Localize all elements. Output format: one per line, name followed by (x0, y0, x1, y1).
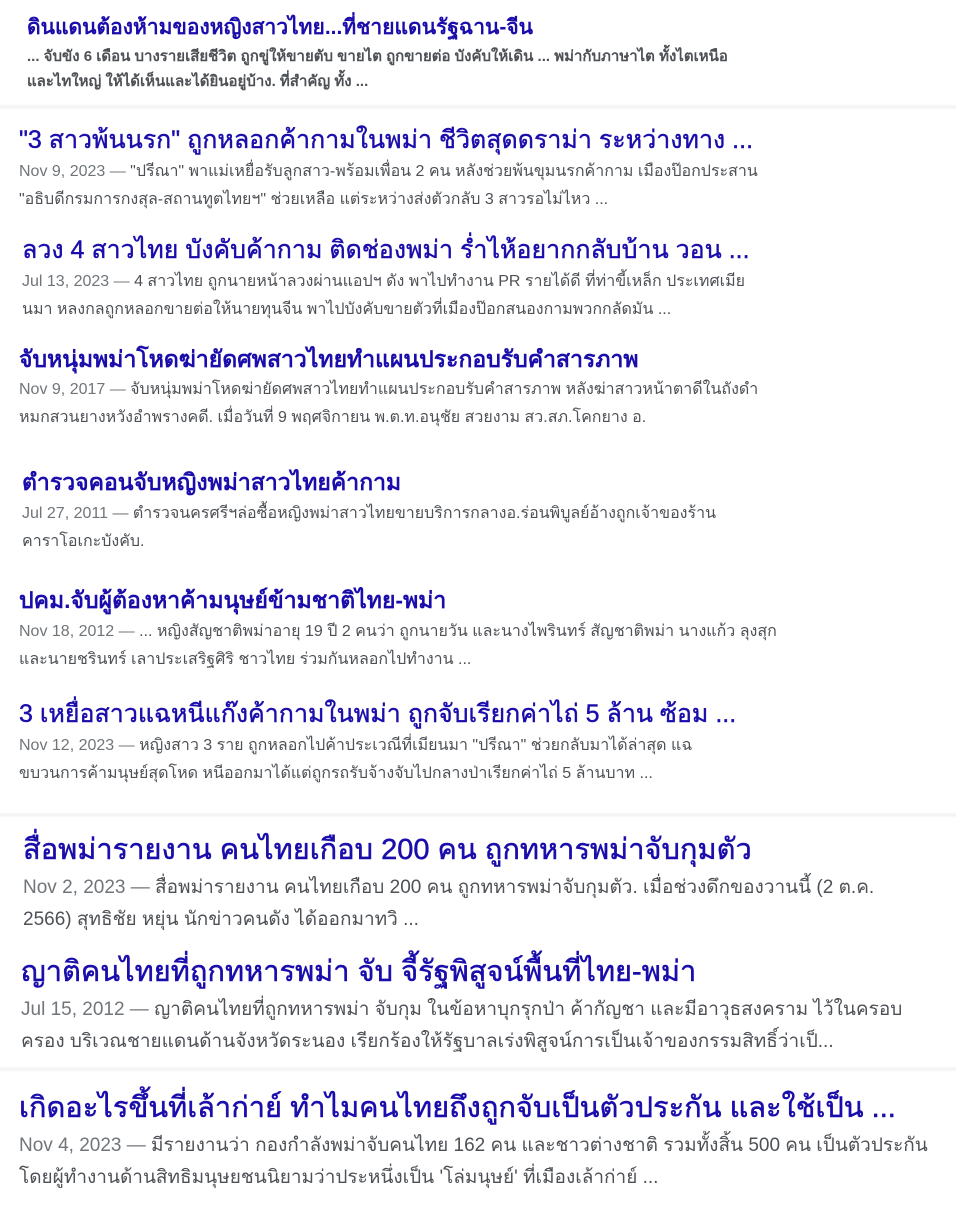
result-snippet-text: ตำรวจนครศรีฯล่อซื้อหญิงพม่าสาวไทยขายบริการกลางอ.ร่อนพิบูลย์อ้างถูกเจ้าของร้านคาราโอเกะบังคับ. (22, 505, 717, 550)
result-title-link[interactable]: เกิดอะไรขึ้นที่เล้าก่าย์ ทำไมคนไทยถึงถูกจับเป็นตัวประกัน และใช้เป็น ... (19, 1092, 896, 1124)
date-separator: — (124, 999, 155, 1020)
search-result (23, 828, 923, 936)
result-title-link[interactable]: ญาติคนไทยที่ถูกทหารพม่า จับ จี้รัฐพิสูจน์พื้นที่ไทย-พม่า (21, 956, 697, 988)
result-snippet (19, 376, 759, 432)
result-snippet (19, 618, 779, 674)
search-result (21, 950, 939, 1058)
date-separator: — (121, 1135, 152, 1156)
search-result (19, 582, 779, 674)
result-snippet-text: จับหนุ่มพม่าโหดฆ่ายัดศพสาวไทยทำแผนประกอบรับคำสารภาพ หลังฆ่าสาวหน้าตาดีในถังดำหมกสวนยางหวังอำพรางคดี. เมื่อวันที่ 9 พฤศจิกายน พ.ต.ท.อนุชัย สวยงาม สว.สภ.โคกยาง อ. (19, 381, 759, 426)
result-date: Jul 13, 2023 (22, 273, 110, 290)
result-title-link[interactable]: จับหนุ่มพม่าโหดฆ่ายัดศพสาวไทยทำแผนประกอบรับคำสารภาพ (19, 346, 639, 372)
result-snippet (21, 994, 939, 1058)
result-snippet-text: มีรายงานว่า กองกำลังพม่าจับคนไทย 162 คน และชาวต่างชาติ รวมทั้งสิ้น 500 คน เป็นตัวประกัน โดยผู้ทำงานด้านสิทธิมนุษยชนนิยามว่าประหนึ่งเป็น 'โล่มนุษย์' ที่เมืองเล้าก่าย์ ... (19, 1135, 928, 1188)
result-snippet (19, 158, 759, 214)
result-date: Nov 9, 2017 (19, 381, 106, 398)
search-result (22, 232, 762, 324)
result-date: Nov 9, 2023 (19, 163, 106, 180)
search-result (19, 1086, 937, 1194)
search-result (19, 696, 759, 788)
result-snippet (19, 732, 759, 788)
date-separator: — (125, 877, 156, 898)
result-snippet (27, 44, 747, 94)
result-title-link[interactable]: ลวง 4 สาวไทย บังคับค้ากาม ติดช่องพม่า ร่ำไห้อยากกลับบ้าน วอน ... (22, 236, 750, 264)
result-snippet-text: ญาติคนไทยที่ถูกทหารพม่า จับกุม ในข้อหาบุกรุกป่า ค้ากัญชา และมีอาวุธสงคราม ไว้ในครอบครอง บริเวณชายแดนด้านจังหวัดระนอง เรียกร้องให้รัฐบาลเร่งพิสูจน์การเป็นเจ้าของกรรมสิทธิ์ว่าเป็... (21, 999, 903, 1052)
section-divider (0, 812, 956, 818)
result-snippet-text: 4 สาวไทย ถูกนายหน้าลวงผ่านแอปฯ ดัง พาไปทำงาน PR รายได้ดี ที่ท่าขี้เหล็ก ประเทศเมียนมา หลงกลถูกหลอกขายต่อให้นายทุนจีน พาไปบังคับขายตัวที่เมืองป๊อกสนองกามพวกกลัดมัน ... (22, 273, 745, 318)
result-title-link[interactable]: "3 สาวพ้นนรก" ถูกหลอกค้ากามในพม่า ชีวิตสุดดราม่า ระหว่างทาง ... (19, 126, 754, 154)
search-result (19, 122, 759, 214)
result-title-link[interactable]: สื่อพม่ารายงาน คนไทยเกือบ 200 คน ถูกทหารพม่าจับกุมตัว (23, 834, 752, 866)
date-separator: — (114, 737, 140, 754)
date-separator: — (114, 623, 140, 640)
result-title-link[interactable]: ตำรวจคอนจับหญิงพม่าสาวไทยค้ากาม (22, 469, 402, 495)
result-snippet-text: ... หญิงสัญชาติพม่าอายุ 19 ปี 2 คนว่า ถูกนายวัน และนางไพรินทร์ สัญชาติพม่า นางแก้ว ลุงสุกและนายชรินทร์ เลาประเสริฐศิริ ชาวไทย ร่วมกันหลอกไปทำงาน ... (19, 623, 777, 668)
result-snippet-text: หญิงสาว 3 ราย ถูกหลอกไปค้าประเวณีที่เมียนมา "ปรีณา" ช่วยกลับมาได้ล่าสุด แฉขบวนการค้ามนุษย์สุดโหด หนีออกมาได้แต่ถูกรถรับจ้างจับไปกลางป่าเรียกค่าไถ่ 5 ล้านบาท ... (19, 737, 693, 782)
result-snippet-text: ... จับขัง 6 เดือน บางรายเสียชีวิต ถูกขู่ให้ขายตับ ขายไต ถูกขายต่อ บังคับให้เดิน ... พม่ากับภาษาไต ทั้งไตเหนือและไทใหญ่ ให้ได้เห็นและได้ยินอยู่บ้าง. ที่สำคัญ ทั้ง ... (27, 48, 728, 90)
result-title-link[interactable]: 3 เหยื่อสาวแฉหนีแก๊งค้ากามในพม่า ถูกจับเรียกค่าไถ่ 5 ล้าน ซ้อม ... (19, 700, 737, 728)
date-separator: — (105, 163, 131, 180)
result-date: Jul 15, 2012 (21, 999, 125, 1020)
result-title-link[interactable]: ปคม.จับผู้ต้องหาค้ามนุษย์ข้ามชาติไทย-พม่า (19, 587, 447, 613)
result-date: Nov 4, 2023 (19, 1135, 122, 1156)
search-result (27, 12, 747, 94)
result-snippet-text: สื่อพม่ารายงาน คนไทยเกือบ 200 คน ถูกทหารพม่าจับกุมตัว. เมื่อช่วงดึกของวานนี้ (2 ต.ค. 2566) สุทธิชัย หยุ่น นักข่าวคนดัง ได้ออกมาทวิ ... (23, 877, 875, 930)
result-snippet-text: "ปรีณา" พาแม่เหยื่อรับลูกสาว-พร้อมเพื่อน 2 คน หลังช่วยพ้นขุมนรกค้ากาม เมืองป๊อกประสาน "อธิบดีกรมการกงสุล-สถานทูตไทยฯ" ช่วยเหลือ แต่ระหว่างส่งตัวกลับ 3 สาวรอไม่ไหว ... (19, 163, 758, 208)
result-date: Nov 12, 2023 (19, 737, 115, 754)
result-snippet (23, 872, 923, 936)
result-date: Nov 2, 2023 (23, 877, 126, 898)
result-snippet (22, 500, 762, 556)
result-title-link[interactable]: ดินแดนต้องห้ามของหญิงสาวไทย...ที่ชายแดนรัฐฉาน-จีน (27, 16, 534, 39)
date-separator: — (105, 381, 131, 398)
section-divider (0, 104, 956, 110)
result-snippet (22, 268, 762, 324)
search-result (19, 342, 759, 432)
result-snippet (19, 1130, 937, 1194)
section-divider (0, 1066, 956, 1072)
date-separator: — (108, 505, 133, 522)
search-result (22, 464, 762, 556)
result-date: Jul 27, 2011 (22, 505, 108, 522)
result-date: Nov 18, 2012 (19, 623, 115, 640)
date-separator: — (109, 273, 135, 290)
